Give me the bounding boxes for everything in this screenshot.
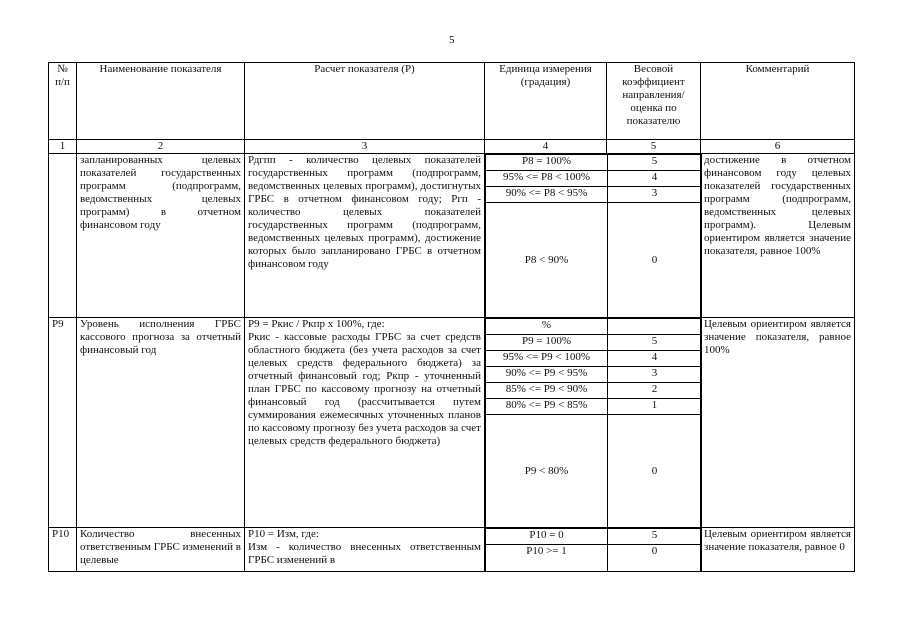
row-num: Р10 <box>49 528 77 572</box>
calc-formula: Р9 = Ркис / Ркпр x 100%, где: <box>248 318 385 330</box>
grade-unit: 85% <= Р9 < 90% <box>486 383 608 399</box>
row-name: Количество внесенных ответственным ГРБС изменений в целевые <box>77 528 245 572</box>
grade-score <box>608 319 702 335</box>
page-number: 5 <box>449 34 455 46</box>
row-comment: достижение в отчетном финансовом году целевых показателей государственных программ (подпрограмм, ведомственных целевых программ). Целевым ориентиром является значение показателя, равное 100% <box>701 154 855 318</box>
table-row <box>49 528 855 572</box>
col-number: 1 <box>49 140 77 154</box>
grade-score: 0 <box>608 415 702 528</box>
calc-description: Ркис - кассовые расходы ГРБС за счет средств областного бюджета (без учета расходов за счет целевых средств федерального бюджета) за отчетный финансовый год; Ркпр - уточненный план ГРБС по кассовому прогнозу на отчетный финансовый год (рассчитывается путем суммирования ежемесячных уточненных планов по кассовому прогнозу без учета расходов за счет целевых средств федерального бюджета) <box>248 331 481 447</box>
grade-score: 5 <box>608 335 702 351</box>
grade-score: 4 <box>608 351 702 367</box>
grades-cell <box>485 154 701 318</box>
grade-unit: 90% <= Р8 < 95% <box>486 187 608 203</box>
header-name: Наименование показателя <box>77 63 245 140</box>
grade-unit: 95% <= Р8 < 100% <box>486 171 608 187</box>
grade-unit: Р10 = 0 <box>486 529 608 545</box>
grade-score: 3 <box>608 367 702 383</box>
row-comment: Целевым ориентиром является значение показателя, равное 0 <box>701 528 855 572</box>
col-number: 4 <box>485 140 607 154</box>
header-num: № п/п <box>49 63 77 140</box>
header-comment: Комментарий <box>701 63 855 140</box>
row-calc: Рдгпп - количество целевых показателей государственных программ (подпрограмм, ведомственных целевых программ), достигнутых ГРБС в отчетном финансовом году; Ргп - количество целевых показателей государственных программ (подпрограмм, ведомственных целевых программ), достижение которых было запланировано ГРБС в отчетном финансовом году <box>245 154 485 318</box>
header-row <box>49 63 855 140</box>
calc-formula: Р10 = Изм, где: <box>248 528 319 540</box>
header-unit: Единица измерения (градация) <box>485 63 607 140</box>
header-calc: Расчет показателя (Р) <box>245 63 485 140</box>
row-num: Р9 <box>49 318 77 528</box>
grade-unit: Р9 = 100% <box>486 335 608 351</box>
grade-score: 0 <box>608 203 702 318</box>
table-row <box>49 154 855 318</box>
row-name: запланированных целевых показателей государственных программ (подпрограмм, ведомственных целевых программ) в отчетном финансовом году <box>77 154 245 318</box>
grade-unit: 90% <= Р9 < 95% <box>486 367 608 383</box>
column-number-row <box>49 140 855 154</box>
grades-table <box>485 528 702 571</box>
col-number: 2 <box>77 140 245 154</box>
grade-score: 3 <box>608 187 702 203</box>
grade-score: 2 <box>608 383 702 399</box>
grade-score: 1 <box>608 399 702 415</box>
grade-unit: Р8 < 90% <box>486 203 608 318</box>
calc-description: Изм - количество внесенных ответственным ГРБС изменений в <box>248 541 481 566</box>
row-calc <box>245 528 485 572</box>
grade-unit: Р10 >= 1 <box>486 545 608 572</box>
grade-score: 5 <box>608 529 702 545</box>
grades-table <box>485 154 702 317</box>
col-number: 3 <box>245 140 485 154</box>
grades-cell <box>485 528 701 572</box>
grades-cell <box>485 318 701 528</box>
col-number: 6 <box>701 140 855 154</box>
grade-unit: % <box>486 319 608 335</box>
grade-unit: 80% <= Р9 < 85% <box>486 399 608 415</box>
grade-score: 5 <box>608 155 702 171</box>
row-comment: Целевым ориентиром является значение показателя, равное 100% <box>701 318 855 528</box>
col-number: 5 <box>607 140 701 154</box>
grade-unit: 95% <= Р9 < 100% <box>486 351 608 367</box>
grade-score: 4 <box>608 171 702 187</box>
indicators-table <box>48 62 855 572</box>
row-name: Уровень исполнения ГРБС кассового прогноза за отчетный финансовый год <box>77 318 245 528</box>
grade-score: 0 <box>608 545 702 572</box>
table-row <box>49 318 855 528</box>
grade-unit: Р8 = 100% <box>486 155 608 171</box>
header-weight: Весовой коэффициент направления/ оценка по показателю <box>607 63 701 140</box>
grades-table <box>485 318 702 527</box>
grade-unit: Р9 < 80% <box>486 415 608 528</box>
row-calc <box>245 318 485 528</box>
row-num <box>49 154 77 318</box>
